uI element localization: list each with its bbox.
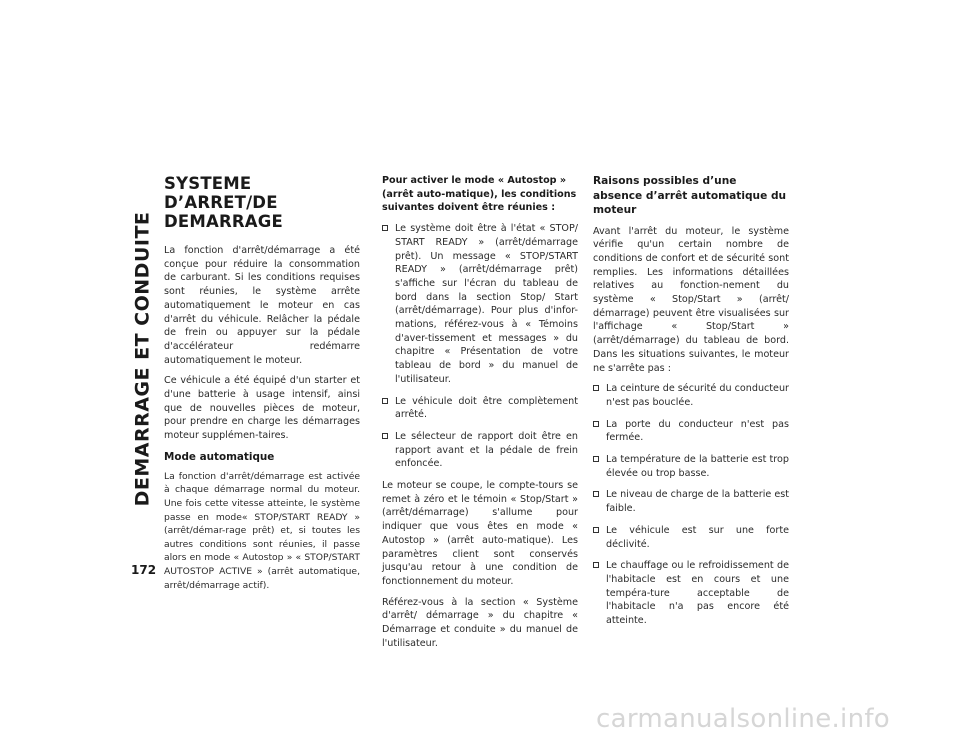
checkbox-bullet-icon bbox=[593, 421, 599, 427]
list-item-text: Le niveau de charge de la batterie est faible. bbox=[606, 489, 789, 515]
list-item bbox=[382, 222, 578, 386]
list-item-text: Le chauffage ou le refroidissement de l'habitacle est en cours et une tempéra-ture acceptable de l'habitacle n'a pas encore été atteinte. bbox=[606, 560, 789, 627]
auto-mode-heading: Mode automatique bbox=[164, 450, 275, 463]
list-item bbox=[593, 418, 789, 445]
battery-paragraph: Ce véhicule a été équipé d'un starter et d'une batterie à usage intensif, ainsi que de nouvelles pièces de moteur, pour prendre en charge les démarrages moteur supplémen-taires. bbox=[164, 375, 360, 442]
chapter-title: DEMARRAGE ET CONDUITE bbox=[131, 211, 153, 507]
list-item-text: Le sélecteur de rapport doit être en rapport avant et la pédale de frein enfoncée. bbox=[395, 430, 578, 470]
list-item-text: Le véhicule doit être complètement arrêté. bbox=[395, 395, 578, 421]
intro-paragraph: La fonction d'arrêt/démarrage a été conçue pour réduire la consommation de carburant. Si les conditions requises sont réunies, le système arrête automatiquement le moteur en cas d'arrêt du véhicule. Relâcher la pédale de frein ou appuyer sur la pédale d'accélérateur redémarre automatiquement le moteur. bbox=[164, 245, 360, 366]
autostop-conditions-intro: Pour activer le mode « Autostop » (arrêt auto-matique), les conditions suivantes doivent être réunies : bbox=[382, 175, 577, 214]
list-item bbox=[593, 488, 789, 515]
reference-paragraph: Référez-vous à la section « Système d'arrêt/ démarrage » du chapitre « Démarrage et conduite » du manuel de l'utilisateur. bbox=[382, 596, 578, 649]
list-item bbox=[593, 382, 789, 409]
checkbox-bullet-icon bbox=[382, 433, 388, 439]
no-autostop-heading: Raisons possibles d’une absence d’arrêt automatique du moteur bbox=[593, 175, 787, 216]
checkbox-bullet-icon bbox=[382, 398, 388, 404]
list-item-text: Le véhicule est sur une forte déclivité. bbox=[606, 524, 789, 550]
list-item bbox=[593, 559, 789, 628]
chapter-side-tab bbox=[127, 168, 157, 550]
checkbox-bullet-icon bbox=[593, 562, 599, 568]
engine-stop-paragraph: Le moteur se coupe, le compte-tours se remet à zéro et le témoin « Stop/Start » (arrêt/démarrage) s'allume pour indiquer que vous êtes en mode « Autostop » (arrêt auto-matique). Les paramètres client sont conservés jusqu'au retour à une condition de fonctionnement du moteur. bbox=[382, 480, 578, 587]
column-2 bbox=[382, 174, 578, 658]
list-item bbox=[593, 453, 789, 480]
checkbox-bullet-icon bbox=[593, 527, 599, 533]
auto-mode-paragraph: La fonction d'arrêt/démarrage est activée à chaque démarrage normal du moteur. Une fois cette vitesse atteinte, le système passe en mode« STOP/START READY » (arrêt/démar-rage prêt) et, si toutes les autres conditions sont réunies, il passe alors en mode « Autostop » « STOP/START AUTOSTOP ACTIVE » (arrêt automatique, arrêt/démarrage actif). bbox=[164, 470, 360, 591]
list-item-text: La température de la batterie est trop élevée ou trop basse. bbox=[606, 454, 789, 479]
autostop-conditions-list bbox=[382, 222, 578, 471]
section-title: SYSTEME D’ARRET/DE DEMARRAGE bbox=[164, 174, 283, 231]
checkbox-bullet-icon bbox=[593, 456, 599, 462]
no-autostop-list bbox=[593, 382, 789, 628]
list-item-text: La porte du conducteur n'est pas fermée. bbox=[606, 418, 789, 444]
list-item-text: La ceinture de sécurité du conducteur n'est pas bouclée. bbox=[606, 383, 789, 408]
list-item-text: Le système doit être à l'état « STOP/ START READY » (arrêt/démarrage prêt). Un message « STOP/START READY » (arrêt/démarrage prêt) s'affiche sur l'écran du tableau de bord dans la section Stop/ Start (arrêt/démarrage). Pour plus d'infor-mations, référez-vous à « Témoins d'aver-tissement et messages » du chapitre « Présentation de votre tableau de bord » du manuel de l'utilisateur. bbox=[395, 223, 578, 385]
no-autostop-intro: Avant l'arrêt du moteur, le système vérifie qu'un certain nombre de conditions de confort et de sécurité sont remplies. Les informations détaillées relatives au fonction-nement du système « Stop/Start » (arrêt/ démarrage) peuvent être visualisées sur l'affichage « Stop/Start » (arrêt/démarrage) du tableau de bord. Dans les situations suivantes, le moteur ne s'arrête pas : bbox=[593, 225, 789, 374]
column-1 bbox=[164, 174, 360, 599]
list-item bbox=[593, 524, 789, 551]
list-item bbox=[382, 430, 578, 471]
column-3 bbox=[593, 174, 789, 636]
checkbox-bullet-icon bbox=[593, 491, 599, 497]
checkbox-bullet-icon bbox=[593, 385, 599, 391]
watermark-text: carmanualsonline.info bbox=[596, 704, 891, 734]
list-item bbox=[382, 395, 578, 422]
checkbox-bullet-icon bbox=[382, 225, 388, 231]
page-number: 172 bbox=[131, 563, 157, 577]
